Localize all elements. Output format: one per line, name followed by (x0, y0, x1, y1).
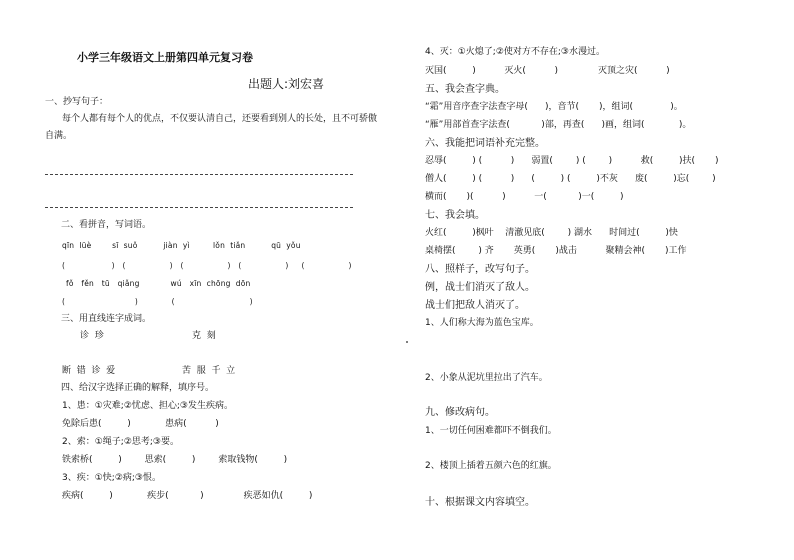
writing-line-1 (45, 174, 353, 175)
dictionary-line-1: “霜”用音序查字法查字母( )，音节( )，组词( )。 (425, 102, 683, 112)
rewrite-example-1: 例，战士们消灭了敌人。 (425, 282, 535, 293)
section-4-heading: 四、给汉字选择正确的解释，填序号。 (61, 383, 215, 393)
fill-in-line-1: 火红( )枫叶 清澈见底( ) 湖水 时间过( )快 (425, 228, 678, 238)
complete-words-line-2: 僧人( ) ( ) ( ) ( )不灰 废( )忘( ) (425, 174, 716, 184)
section-5-heading: 五、我会查字典。 (425, 84, 505, 95)
explain-q4-items: 灭国( ) 灭火( ) 灭顶之灾( ) (425, 66, 670, 76)
connect-row-2-right: 苦 服 千 立 (182, 366, 236, 376)
author-line: 出题人:刘宏喜 (248, 77, 325, 91)
connect-row-1-right: 克 刻 (192, 331, 216, 341)
connect-row-1-left: 诊 珍 (80, 331, 104, 341)
complete-words-line-3: 横而( )( ) 一( )一( ) (425, 192, 624, 202)
explain-q3-items: 疾病( ) 疾步( ) 疾恶如仇( ) (62, 491, 313, 501)
rewrite-q2: 2、小象从泥坑里拉出了汽车。 (425, 373, 548, 383)
explain-q1-items: 免除后患( ) 患病( ) (62, 419, 219, 429)
fill-in-line-2: 桌椅摆( ) 齐 英勇( )战击 聚精会神( )工作 (425, 246, 687, 256)
section-8-heading: 八、照样子，改写句子。 (425, 264, 535, 275)
fix-sentence-q2: 2、楼顶上插着五颜六色的红旗。 (425, 461, 557, 471)
section-9-heading: 九、修改病句。 (425, 407, 495, 418)
answer-brackets-row-1: ( ) ( ) ( ) ( ) ( ) (62, 261, 352, 270)
answer-brackets-row-2: ( ) ( ) (62, 297, 253, 306)
section-3-heading: 三、用直线连字成词。 (61, 314, 152, 324)
page-title: 小学三年级语文上册第四单元复习卷 (77, 51, 253, 64)
section-1-heading: 一、抄写句子： (45, 97, 109, 107)
fix-sentence-q1: 1、一切任何困难都吓不倒我们。 (425, 426, 557, 436)
explain-q3: 3、疾：①快;②病;③恨。 (62, 473, 161, 483)
section-7-heading: 七、我会填。 (425, 210, 485, 221)
connect-row-2-left: 断 错 诊 爱 (62, 366, 116, 376)
section-10-heading: 十、根据课文内容填空。 (425, 497, 535, 508)
explain-q2: 2、索：①绳子;②思考;③要。 (62, 437, 179, 447)
dictionary-line-2: “雁”用部首查字法查( )部，再查( )画，组词( )。 (425, 120, 692, 130)
complete-words-line-1: 忍辱( ) ( ) 弱置( ) ( ) 救( )扶( ) (425, 156, 719, 166)
explain-q2-items: 铁索桥( ) 思索( ) 索取钱物( ) (62, 455, 288, 465)
rewrite-example-2: 战士们把敌人消灭了。 (425, 300, 525, 311)
copy-sentence-line1: 每个人都有每个人的优点，不仅要认清自己，还要看到别人的长处，且不可骄傲 (62, 114, 378, 124)
explain-q4: 4、灭：①火熄了;②使对方不存在;③水漫过。 (425, 47, 605, 57)
rewrite-q1: 1、人们称大海为蓝色宝库。 (425, 318, 539, 328)
copy-sentence-line2: 自满。 (45, 131, 73, 141)
pinyin-row-2: fǒ fěn tū qiǎng wú xīn chōng dōn (66, 279, 251, 288)
column-divider-mark (406, 341, 408, 343)
pinyin-row-1: qīn lüè sī suǒ jiàn yì lǒn tiǎn qū yǒu (62, 241, 301, 250)
explain-q1: 1、患：①灾难;②忧虑、担心;③发生疾病。 (62, 401, 233, 411)
section-2-heading: 二、看拼音，写词语。 (61, 220, 152, 230)
writing-line-2 (45, 207, 353, 208)
section-6-heading: 六、我能把词语补充完整。 (425, 138, 545, 149)
